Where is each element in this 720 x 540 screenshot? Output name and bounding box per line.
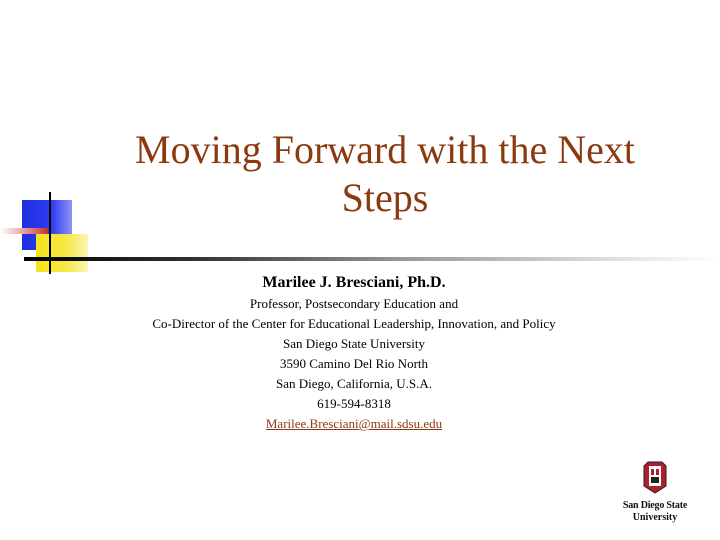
logo-text-line1: San Diego State — [622, 500, 688, 511]
author-university: San Diego State University — [283, 336, 425, 351]
author-info — [0, 272, 708, 434]
sdsu-emblem-icon — [642, 460, 668, 494]
red-decor-bar — [0, 228, 48, 234]
horizontal-divider — [24, 257, 720, 261]
slide-title: Moving Forward with the Next Steps — [135, 127, 635, 220]
author-street: 3590 Camino Del Rio North — [279, 356, 429, 371]
sdsu-logo — [610, 460, 700, 524]
author-name: Marilee J. Bresciani, Ph.D. — [262, 274, 446, 291]
author-phone: 619-594-8318 — [317, 396, 391, 411]
author-role: Co-Director of the Center for Educational Leadership, Innovation, and Policy — [152, 316, 556, 331]
logo-text-line2: University — [632, 512, 678, 523]
author-position: Professor, Postsecondary Education and — [249, 296, 459, 311]
author-city: San Diego, California, U.S.A. — [276, 376, 432, 391]
vertical-decor-line — [49, 192, 51, 274]
author-email-link[interactable]: Marilee.Bresciani@mail.sdsu.edu — [265, 416, 443, 431]
yellow-decor-square — [36, 234, 88, 272]
